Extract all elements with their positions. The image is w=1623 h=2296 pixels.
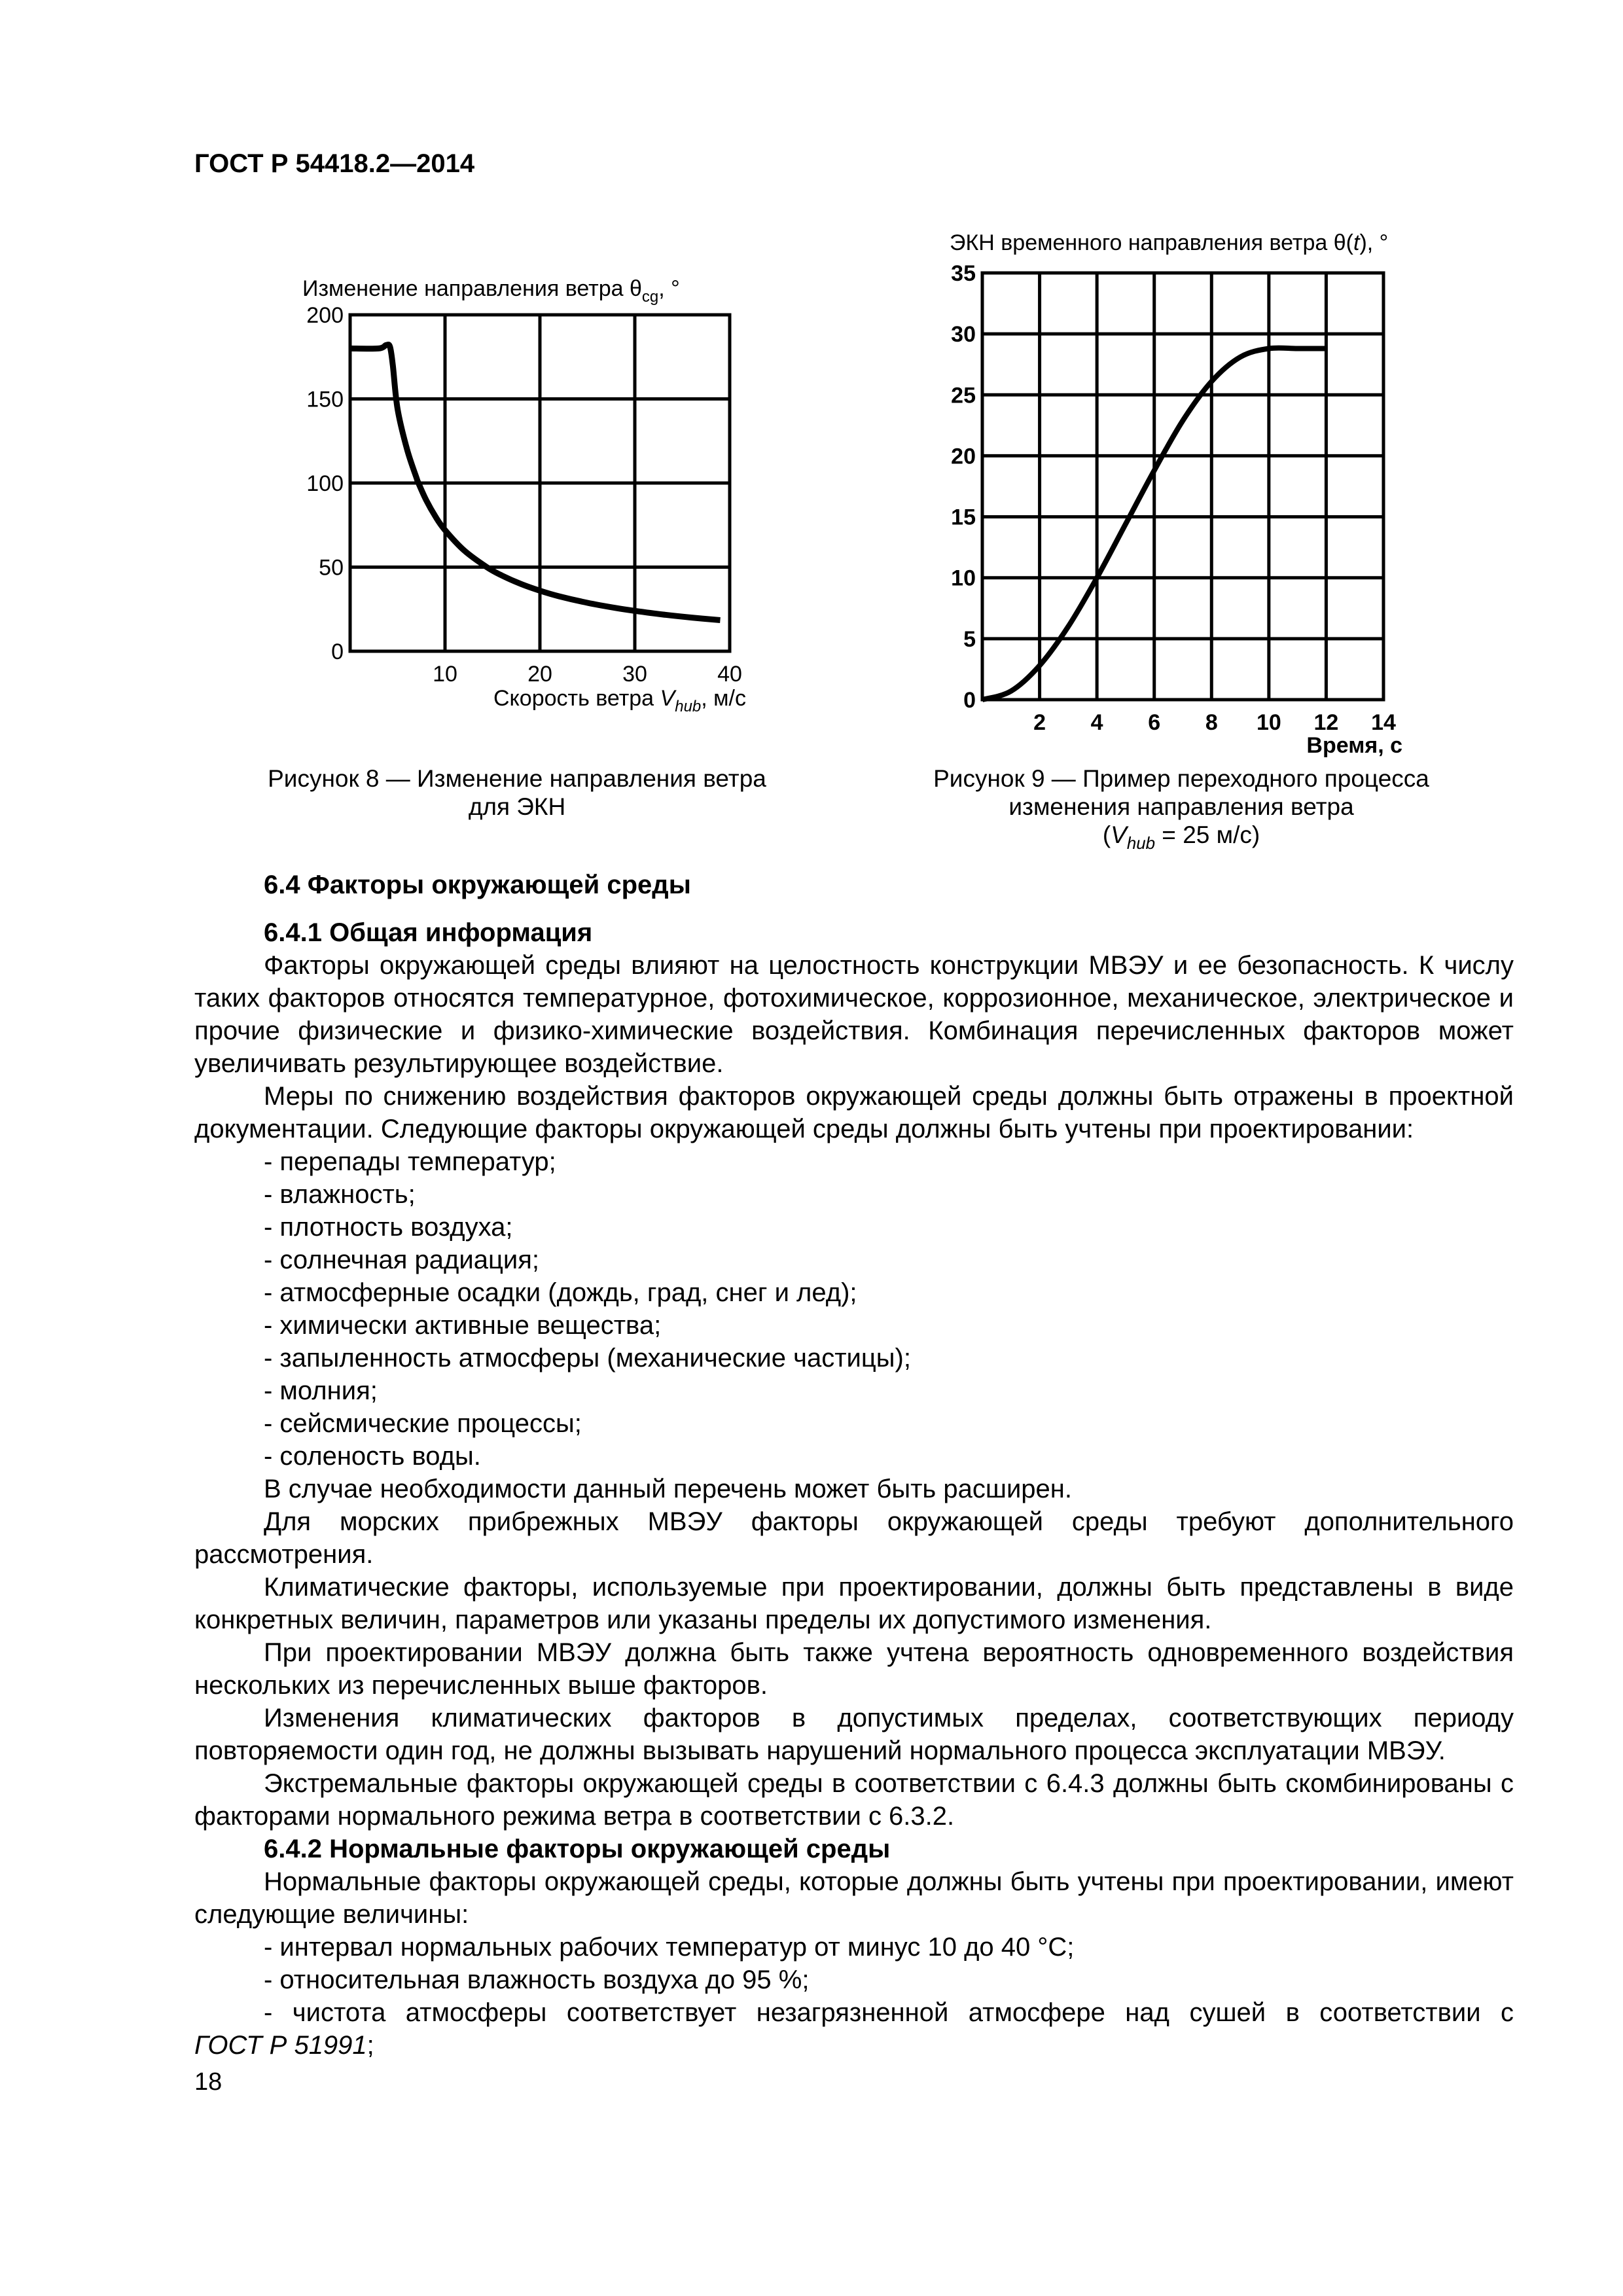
list-item-continuation: ГОСТ Р 51991; bbox=[194, 2031, 374, 2060]
y-tick-label: 0 bbox=[331, 639, 344, 664]
caption-line: Рисунок 8 — Изменение направления ветра bbox=[268, 765, 766, 792]
section-heading-6-4: 6.4 Факторы окружающей среды bbox=[264, 870, 691, 899]
x-tick-label: 30 bbox=[622, 662, 647, 687]
caption-line: Рисунок 9 — Пример переходного процесса bbox=[933, 765, 1429, 792]
paragraph: Климатические факторы, используемые при проектировании, должны быть представлены в виде конкретных величин, параметров или указаны пределы их допустимого изменения. bbox=[194, 1573, 1514, 1634]
list-item: - молния; bbox=[264, 1376, 378, 1405]
environment-factors-list bbox=[194, 1145, 1514, 1473]
list-item: - сейсмические процессы; bbox=[264, 1409, 582, 1438]
y-tick-label: 200 bbox=[306, 303, 344, 328]
y-tick-label: 50 bbox=[319, 555, 344, 581]
x-tick-label: 8 bbox=[1205, 710, 1218, 735]
chart2-title: ЭКН временного направления ветра θ(t), ° bbox=[950, 230, 1389, 255]
paragraph: Факторы окружающей среды влияют на целостность конструкции МВЭУ и ее безопасность. К числу таких факторов относятся температурное, фотохимическое, коррозионное, механическое, электрическое и прочие физические и физико-химические воздействия. Комбинация перечисленных факторов может увеличивать результирующее воздействие. bbox=[194, 951, 1514, 1078]
list-item: - атмосферные осадки (дождь, град, снег и лед); bbox=[264, 1278, 857, 1307]
list-item: - перепады температур; bbox=[264, 1147, 556, 1176]
y-tick-label: 100 bbox=[306, 471, 344, 496]
list-item: - чистота атмосферы соответствует незагрязненной атмосфере над сушей в соответствии с bbox=[264, 1998, 1514, 2027]
x-tick-label: 10 bbox=[1256, 710, 1281, 735]
y-tick-label: 150 bbox=[306, 387, 344, 412]
chart2-grid bbox=[981, 273, 1385, 700]
paragraph: Нормальные факторы окружающей среды, которые должны быть учтены при проектировании, имеют следующие величины: bbox=[194, 1867, 1514, 1929]
paragraph: При проектировании МВЭУ должна быть также учтена вероятность одновременного воздействия нескольких из перечисленных выше факторов. bbox=[194, 1638, 1514, 1700]
list-item: - относительная влажность воздуха до 95 %; bbox=[264, 1965, 810, 1994]
list-item: - соленость воды. bbox=[264, 1442, 481, 1471]
list-item: - влажность; bbox=[264, 1180, 416, 1209]
y-tick-label: 20 bbox=[951, 444, 976, 469]
standard-reference-link: ГОСТ Р 51991 bbox=[194, 2031, 367, 2060]
y-tick-label: 35 bbox=[951, 261, 976, 286]
document-body bbox=[194, 869, 1514, 2062]
caption-parameter: ($V_{hub} = 25$ м/с) bbox=[1102, 821, 1260, 853]
paragraph: Экстремальные факторы окружающей среды в соответствии с 6.4.3 должны быть скомбинированы с факторами нормального режима ветра в соответствии с 6.3.2. bbox=[194, 1769, 1514, 1831]
x-tick-label: 2 bbox=[1033, 710, 1046, 735]
chart1-title-sub: cg bbox=[641, 288, 659, 306]
paragraph: Меры по снижению воздействия факторов окружающей среды должны быть отражены в проектной документации. Следующие факторы окружающей среды должны быть учтены при проектировании: bbox=[194, 1082, 1514, 1143]
y-tick-label: 25 bbox=[951, 383, 976, 408]
figure-8-caption bbox=[249, 764, 785, 821]
paragraph: В случае необходимости данный перечень может быть расширен. bbox=[264, 1475, 1072, 1503]
x-tick-label: 40 bbox=[717, 662, 742, 687]
list-item: - запыленность атмосферы (механические частицы); bbox=[264, 1344, 911, 1372]
caption-line: изменения направления ветра bbox=[1008, 793, 1354, 820]
chart2-x-axis-label: Время, с bbox=[1306, 733, 1402, 758]
chart2-x-tick-labels bbox=[1033, 710, 1396, 735]
y-tick-label: 15 bbox=[951, 505, 976, 530]
document-header: ГОСТ Р 54418.2—2014 bbox=[194, 149, 475, 178]
section-heading-6-4-2: 6.4.2 Нормальные факторы окружающей среды bbox=[264, 1835, 891, 1863]
caption-line: для ЭКН bbox=[468, 793, 566, 820]
x-tick-label: 12 bbox=[1313, 710, 1339, 735]
x-tick-label: 4 bbox=[1090, 710, 1103, 735]
x-tick-label: 20 bbox=[527, 662, 552, 687]
section-heading-6-4-1: 6.4.1 Общая информация bbox=[264, 918, 593, 947]
y-tick-label: 0 bbox=[963, 688, 976, 713]
list-item: - плотность воздуха; bbox=[264, 1213, 513, 1242]
page-number: 18 bbox=[194, 2068, 223, 2096]
paragraph: Для морских прибрежных МВЭУ факторы окружающей среды требуют дополнительного рассмотрения. bbox=[194, 1507, 1514, 1569]
y-tick-label: 30 bbox=[951, 322, 976, 348]
chart1-x-axis-label: Скорость ветра $V_{hub}$, м/с bbox=[493, 686, 746, 715]
x-tick-label: 6 bbox=[1148, 710, 1161, 735]
list-item: - химически активные вещества; bbox=[264, 1311, 662, 1340]
paragraph: Изменения климатических факторов в допустимых пределах, соответствующих периоду повторяемости один год, не должны вызывать нарушений нормального процесса эксплуатации МВЭУ. bbox=[194, 1704, 1514, 1765]
list-item: - солнечная радиация; bbox=[264, 1246, 539, 1274]
x-tick-label: 14 bbox=[1371, 710, 1396, 735]
x-tick-label: 10 bbox=[433, 662, 457, 687]
chart1-title: Изменение направления ветра $\theta_{cg}$, ° bbox=[302, 276, 680, 306]
normal-factors-list bbox=[194, 1931, 1514, 2062]
figure-9-chart bbox=[0, 0, 1623, 785]
y-tick-label: 10 bbox=[951, 565, 976, 591]
figure-9-caption bbox=[903, 764, 1459, 853]
y-tick-label: 5 bbox=[963, 626, 976, 652]
chart2-y-tick-labels bbox=[951, 261, 976, 713]
list-item: - интервал нормальных рабочих температур от минус 10 до 40 °С; bbox=[264, 1933, 1075, 1962]
